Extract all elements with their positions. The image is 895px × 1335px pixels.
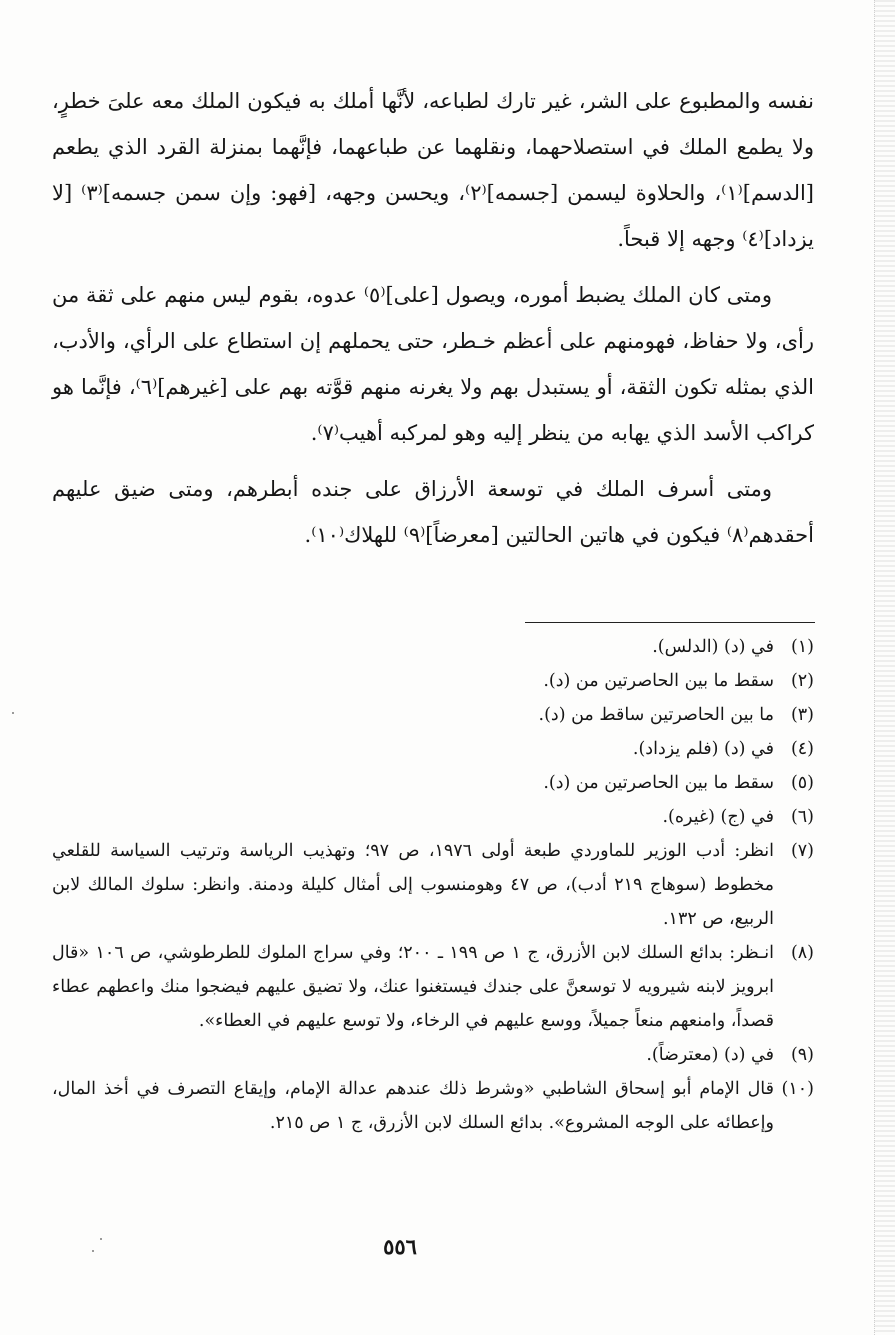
main-text	[52, 78, 814, 568]
scan-speck	[100, 1238, 102, 1240]
footnote-number: (٧)	[790, 841, 814, 861]
footnote-3	[52, 698, 814, 732]
footnote-number: (٣)	[790, 705, 814, 725]
footnote-2	[52, 664, 814, 698]
footnote-text: ما بين الحاصرتين ساقط من (د).	[538, 705, 774, 725]
footnote-number: (٤)	[790, 739, 814, 759]
footnote-number: (٢)	[790, 671, 814, 691]
footnote-6	[52, 800, 814, 834]
footnote-text: انـظر: بدائع السلك لابن الأزرق، ج ١ ص ١٩٩ ـ ٢٠٠؛ وفي سراج الملوك للطرطوشي، ص ١٠٦ «قال ابرويز لابنه شيرويه لا توسعنَّ على جندك فيستغنوا عنك، ولا تضيق عليهم فيضجوا منك واعطهم عطاء قصداً، وامنعهم منعاً جميلاً، ووسع عليهم في الرخاء، ولا توسع عليهم في العطاء».	[52, 943, 774, 1031]
footnote-text: في (د) (فلم يزداد).	[632, 739, 774, 759]
page-binding-edge	[874, 0, 895, 1335]
page-number: ٥٥٦	[383, 1234, 417, 1259]
footnote-separator	[525, 622, 815, 623]
footnote-5	[52, 766, 814, 800]
footnote-text: في (ج) (غيره).	[662, 807, 774, 827]
footnote-1	[52, 630, 814, 664]
footnote-number: (٦)	[790, 807, 814, 827]
footnote-text: في (د) (الدلس).	[652, 637, 774, 657]
footnote-text: في (د) (معترضاً).	[646, 1045, 774, 1065]
footnote-4	[52, 732, 814, 766]
footnote-8	[52, 936, 814, 1038]
footnote-number: (١)	[790, 637, 814, 657]
footnote-number: (٨)	[790, 943, 814, 963]
footnote-9	[52, 1038, 814, 1072]
scan-speck	[92, 1250, 94, 1252]
footnote-10	[52, 1072, 814, 1140]
footnote-text: قال الإمام أبو إسحاق الشاطبي «وشرط ذلك عندهم عدالة الإمام، وإيقاع التصرف في أخذ المال، وإعطائه على الوجه المشروع». بدائع السلك لابن الأزرق، ج ١ ص ٢١٥.	[52, 1079, 774, 1133]
footnote-7	[52, 834, 814, 936]
footnote-text: سقط ما بين الحاصرتين من (د).	[543, 773, 774, 793]
footnote-number: (٥)	[790, 773, 814, 793]
footnote-text: انظر: أدب الوزير للماوردي طبعة أولى ١٩٧٦، ص ٩٧؛ وتهذيب الرياسة وترتيب السياسة للقلعي مخطوط (سوهاج ٢١٩ أدب)، ص ٤٧ وهومنسوب إلى أمثال كليلة ودمنة. وانظر: سلوك المالك لابن الربيع، ص ١٣٢.	[52, 841, 775, 929]
footnote-text: سقط ما بين الحاصرتين من (د).	[543, 671, 774, 691]
footnote-number: (١٠)	[781, 1079, 814, 1099]
scan-speck	[12, 712, 14, 714]
paragraph-1: نفسه والمطبوع على الشر، غير تارك لطباعه، لأنَّها أملك به فيكون الملك معه علىَ خطرٍ، ولا يطمع الملك في استصلاحهما، ونقلهما عن طباعهما، فإنَّهما بمنزلة القرد الذي يطعم [الدسم]⁽١⁾، والحلاوة ليسمن [جسمه]⁽٢⁾، ويحسن وجهه، [فهو: وإن سمن جسمه]⁽٣⁾ [لا يزداد]⁽٤⁾ وجهه إلا قبحاً.	[52, 89, 814, 251]
footnote-number: (٩)	[790, 1045, 814, 1065]
footnotes-list	[52, 630, 814, 1140]
paragraph-2: ومتى كان الملك يضبط أموره، ويصول [على]⁽٥⁾ عدوه، بقوم ليس منهم على ثقة من رأى، ولا حفاظ، فهومنهم على أعظم خـطر، حتى يحملهم إن استطاع على الرأي، والأدب، الذي بمثله تكون الثقة، أو يستبدل بهم ولا يغرنه منهم قوَّته بهم على [غيرهم]⁽٦⁾، فإنَّما هو كراكب الأسد الذي يهابه من ينظر إليه وهو لمركبه أهيب⁽٧⁾.	[52, 283, 814, 445]
paragraph-3: ومتى أسرف الملك في توسعة الأرزاق على جنده أبطرهم، ومتى ضيق عليهم أحقدهم⁽٨⁾ فيكون في هاتين الحالتين [معرضاً]⁽٩⁾ للهلاك⁽١٠⁾.	[52, 477, 814, 547]
